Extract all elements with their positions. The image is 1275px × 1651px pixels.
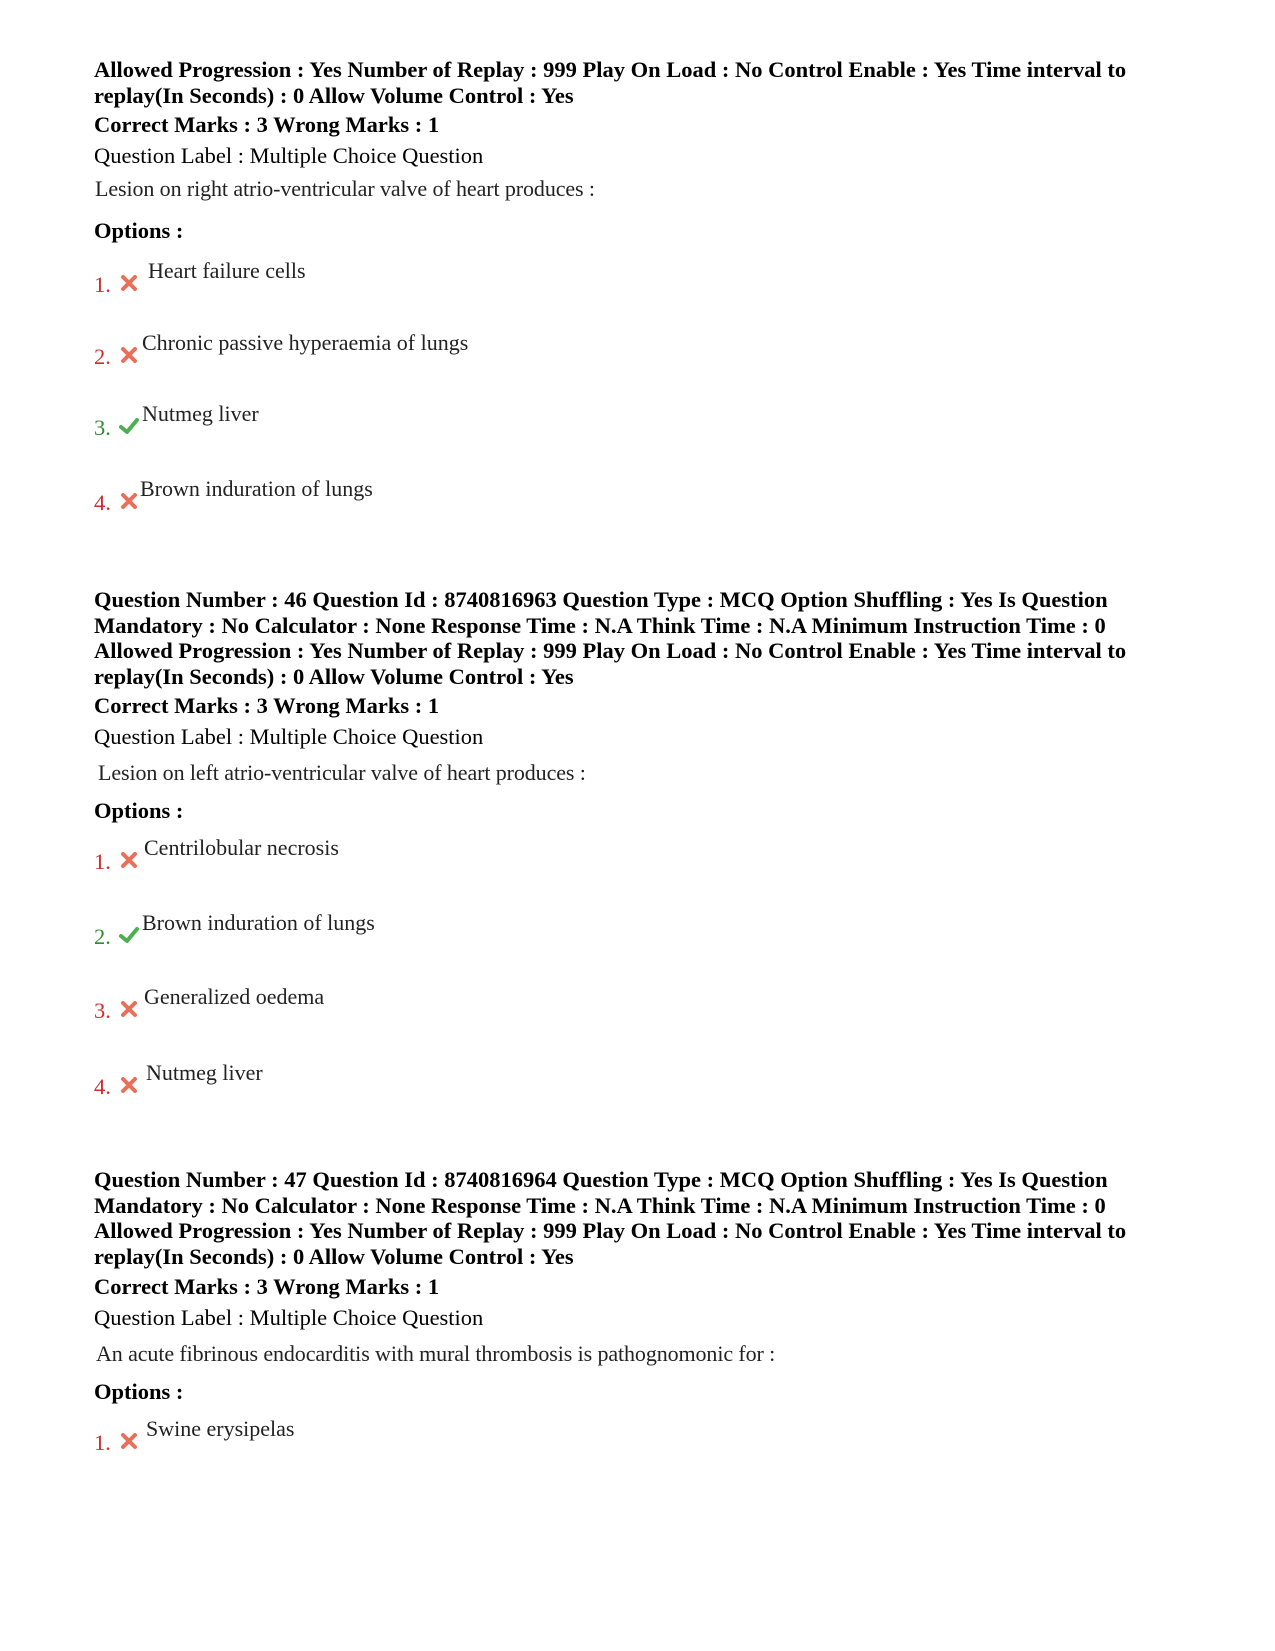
option-text: Brown induration of lungs (140, 476, 373, 501)
meta-line: replay(In Seconds) : 0 Allow Volume Control : Yes (94, 663, 574, 689)
option-number: 3. (94, 415, 111, 440)
option-item (94, 1060, 794, 1100)
question-label: Question Label : Multiple Choice Question (94, 1305, 484, 1330)
option-item (94, 258, 794, 298)
option-text: Generalized oedema (144, 984, 325, 1009)
check-icon (118, 415, 140, 437)
question-meta (94, 57, 1184, 108)
meta-line: Question Number : 46 Question Id : 8740816963 Question Type : MCQ Option Shuffling : Yes Is Question (94, 587, 1108, 612)
option-number: 4. (94, 490, 111, 515)
cross-icon (118, 490, 140, 512)
option-number: 1. (94, 272, 111, 297)
meta-line: Mandatory : No Calculator : None Response Time : N.A Think Time : N.A Minimum Instruction Time : 0 (94, 612, 1106, 638)
meta-line: replay(In Seconds) : 0 Allow Volume Control : Yes (94, 82, 574, 108)
question-text: Lesion on right atrio-ventricular valve of heart produces : (95, 176, 595, 201)
option-number: 4. (94, 1074, 111, 1099)
option-item (94, 330, 794, 370)
options-title: Options : (94, 218, 184, 243)
option-text: Heart failure cells (148, 258, 306, 283)
meta-line: Allowed Progression : Yes Number of Replay : 999 Play On Load : No Control Enable : Yes Time interval to (94, 1218, 1127, 1243)
option-number: 2. (94, 344, 111, 369)
option-item (94, 984, 794, 1024)
question-meta (94, 1167, 1184, 1269)
option-text: Centrilobular necrosis (144, 835, 339, 860)
option-text: Nutmeg liver (146, 1060, 263, 1085)
question-label: Question Label : Multiple Choice Question (94, 143, 484, 168)
option-text: Nutmeg liver (142, 401, 259, 426)
cross-icon (118, 849, 140, 871)
cross-icon (118, 344, 140, 366)
meta-line: replay(In Seconds) : 0 Allow Volume Control : Yes (94, 1243, 574, 1269)
option-number: 3. (94, 998, 111, 1023)
question-meta (94, 587, 1184, 689)
option-item (94, 910, 794, 950)
marks-line: Correct Marks : 3 Wrong Marks : 1 (94, 1274, 440, 1299)
meta-line: Allowed Progression : Yes Number of Replay : 999 Play On Load : No Control Enable : Yes Time interval to (94, 638, 1127, 663)
cross-icon (118, 998, 140, 1020)
option-number: 2. (94, 924, 111, 949)
option-number: 1. (94, 1430, 111, 1455)
option-item (94, 401, 794, 441)
question-label: Question Label : Multiple Choice Question (94, 724, 484, 749)
meta-line: Allowed Progression : Yes Number of Replay : 999 Play On Load : No Control Enable : Yes Time interval to (94, 57, 1127, 82)
options-title: Options : (94, 1379, 184, 1404)
cross-icon (118, 1430, 140, 1452)
option-item (94, 1416, 794, 1456)
question-text: An acute fibrinous endocarditis with mural thrombosis is pathognomonic for : (96, 1341, 776, 1366)
meta-line: Mandatory : No Calculator : None Response Time : N.A Think Time : N.A Minimum Instruction Time : 0 (94, 1192, 1106, 1218)
options-title: Options : (94, 798, 184, 823)
option-item (94, 476, 794, 516)
marks-line: Correct Marks : 3 Wrong Marks : 1 (94, 112, 440, 137)
check-icon (118, 924, 140, 946)
option-text: Brown induration of lungs (142, 910, 375, 935)
cross-icon (118, 1074, 140, 1096)
meta-line: Question Number : 47 Question Id : 8740816964 Question Type : MCQ Option Shuffling : Yes Is Question (94, 1167, 1108, 1192)
option-number: 1. (94, 849, 111, 874)
question-text: Lesion on left atrio-ventricular valve of heart produces : (98, 760, 586, 785)
marks-line: Correct Marks : 3 Wrong Marks : 1 (94, 693, 440, 718)
option-text: Chronic passive hyperaemia of lungs (142, 330, 469, 355)
cross-icon (118, 272, 140, 294)
option-item (94, 835, 794, 875)
option-text: Swine erysipelas (146, 1416, 295, 1441)
